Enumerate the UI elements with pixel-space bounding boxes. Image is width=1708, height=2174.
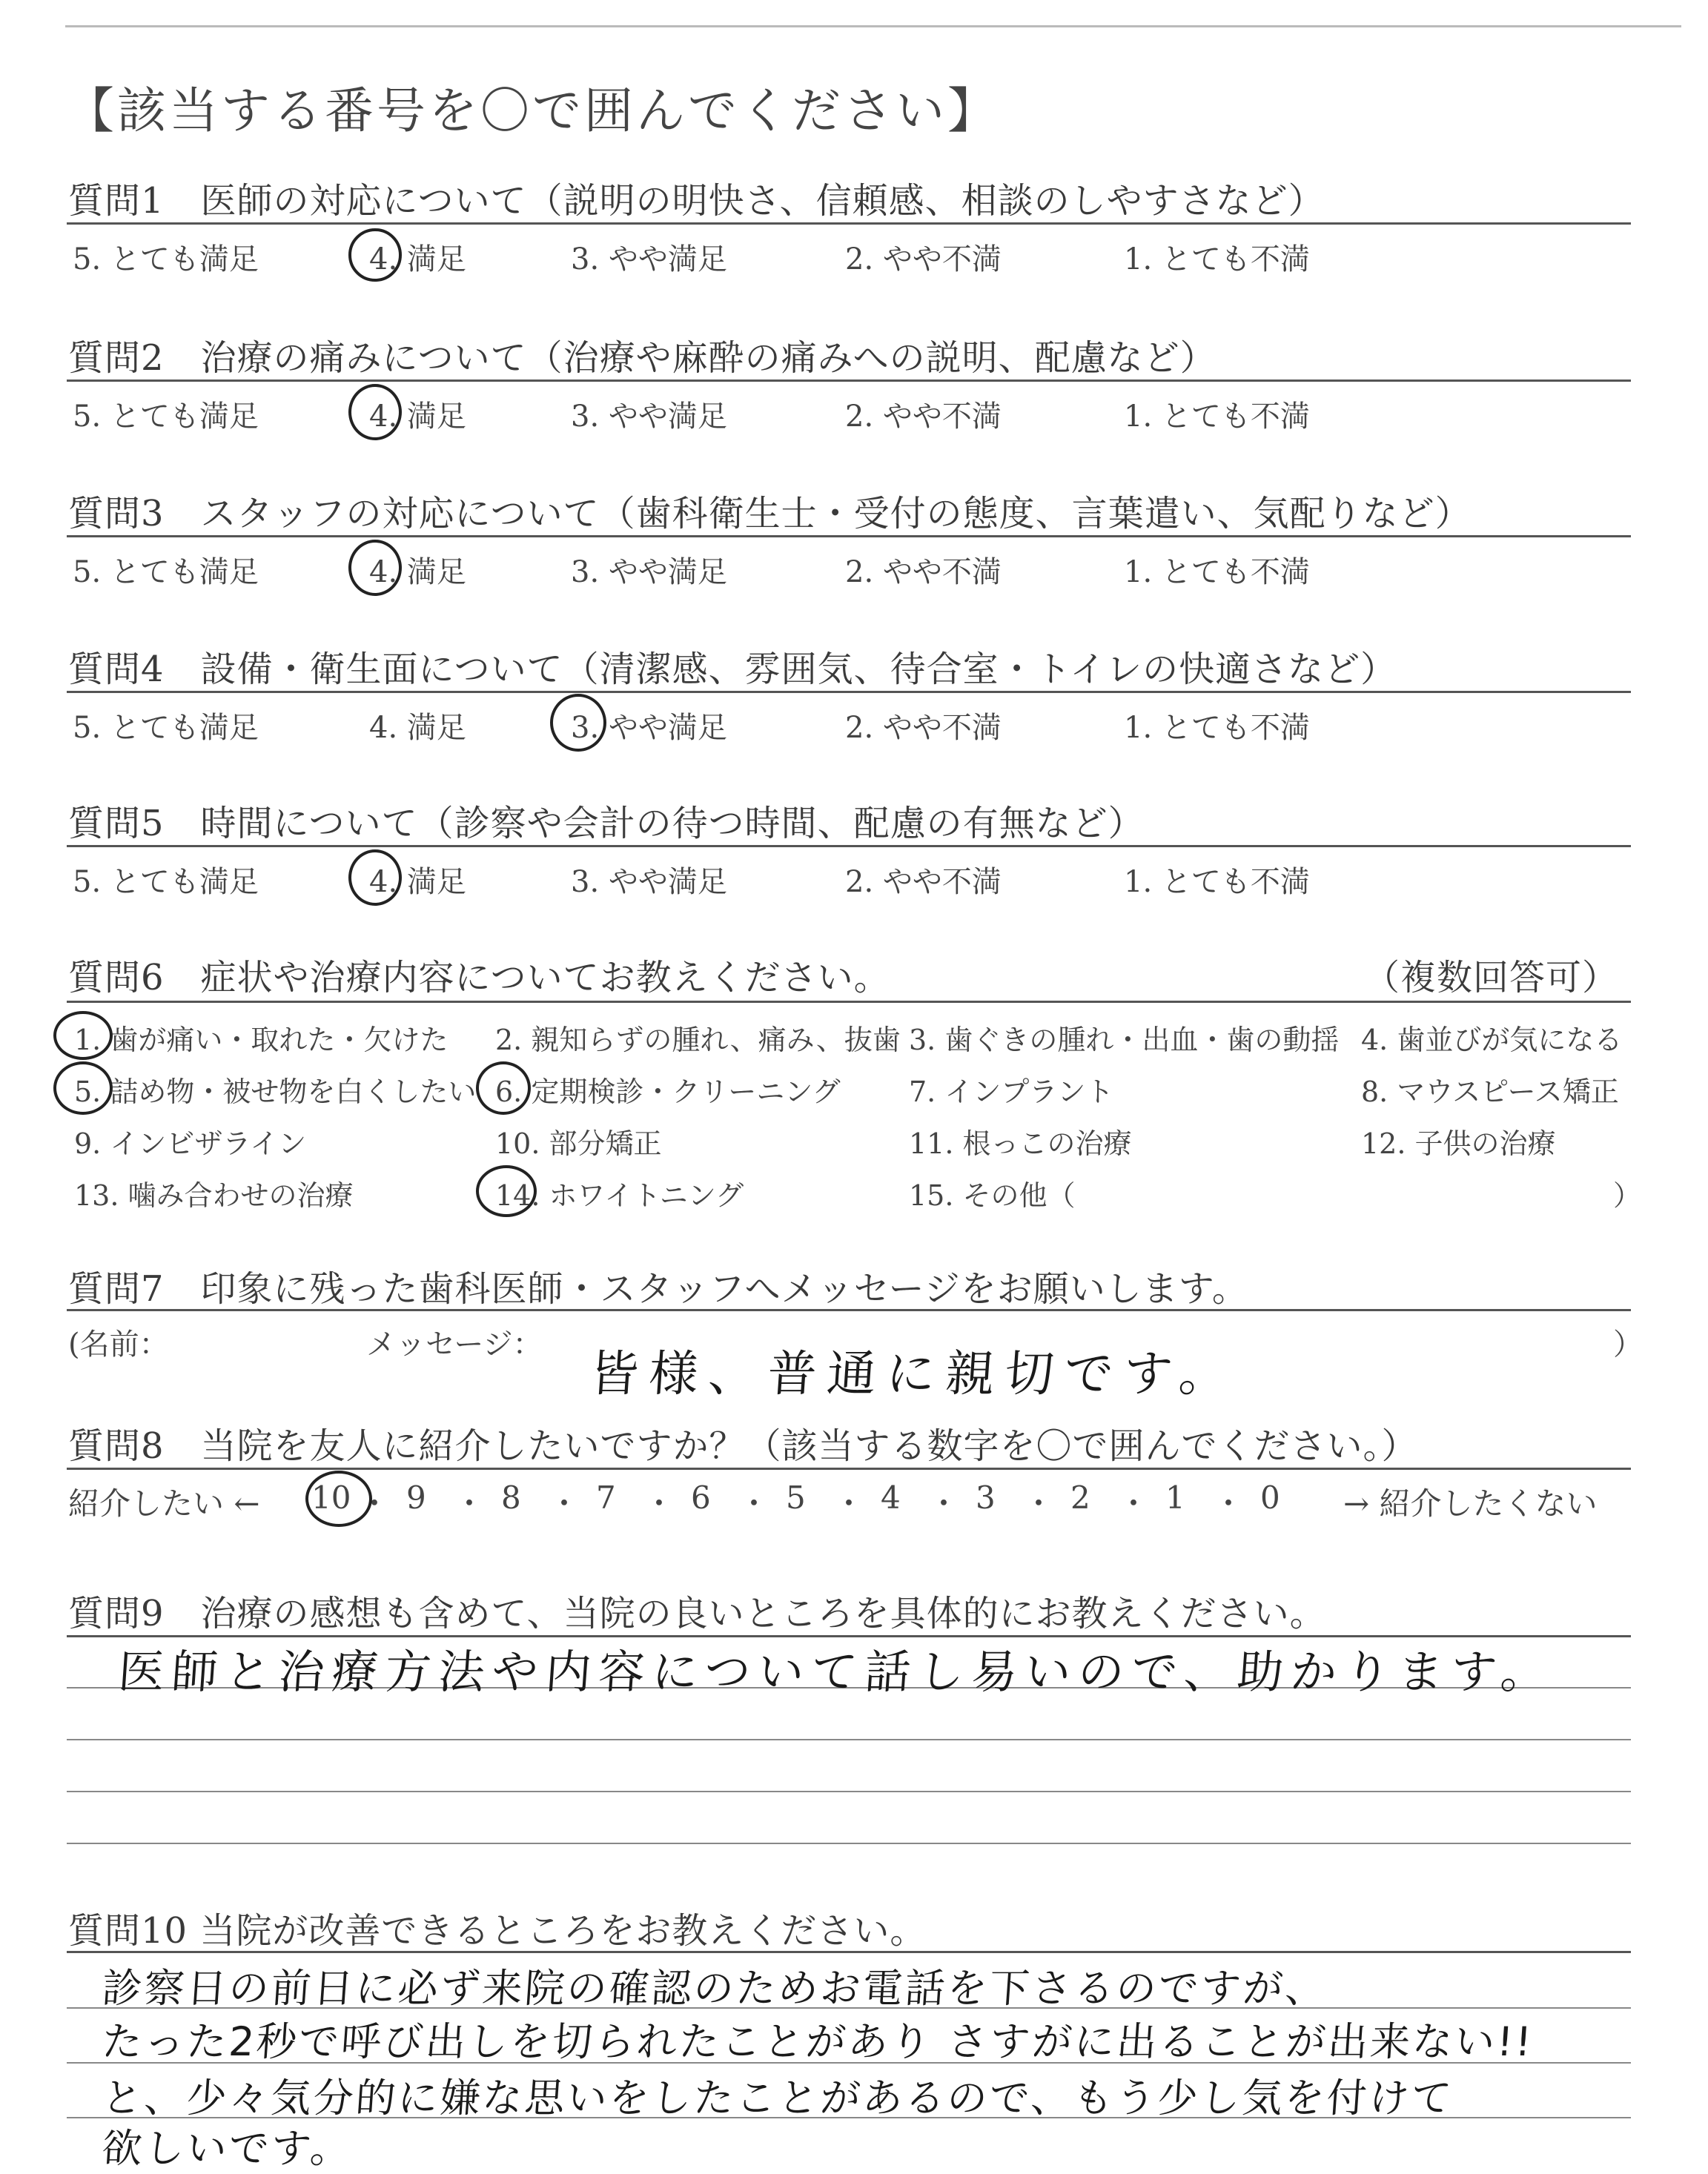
q3-option-4[interactable]: 4. 満足 (369, 555, 466, 589)
question-5-title: 質問5 時間について（診察や会計の待つ時間、配慮の有無など） (68, 803, 1145, 844)
q9-writing-line-3 (67, 1791, 1631, 1792)
q10-answer-line-4: 欲しいです。 (100, 2125, 354, 2172)
question-4-rule (67, 691, 1631, 693)
question-10-rule (67, 1951, 1631, 1953)
q1-option-5[interactable]: 5. とても満足 (73, 242, 259, 276)
q8-separator: ・ (738, 1485, 770, 1522)
q6-item-14-circle (476, 1165, 537, 1217)
q1-option-2[interactable]: 2. やや不満 (845, 242, 1002, 276)
q6-item-1[interactable]: 1. 歯が痛い・取れた・欠けた (74, 1024, 448, 1056)
question-1-title: 質問1 医師の対応について（説明の明快さ、信頼感、相談のしやすさなど） (68, 180, 1325, 222)
q2-option-2[interactable]: 2. やや不満 (845, 400, 1002, 434)
q9-writing-line-2 (67, 1739, 1631, 1740)
instruction-header: 【該当する番号を〇で囲んでください】 (65, 82, 999, 139)
q4-option-1[interactable]: 1. とても不満 (1124, 711, 1310, 745)
q5-option-4[interactable]: 4. 満足 (369, 865, 466, 899)
question-10-title: 質問10 当院が改善できるところをお教えください。 (68, 1910, 927, 1952)
q8-number-0[interactable]: 0 (1260, 1479, 1280, 1516)
question-2-rule (67, 380, 1631, 382)
question-7-rule (67, 1309, 1631, 1311)
q8-number-9[interactable]: 9 (406, 1479, 426, 1516)
q6-item-5[interactable]: 5. 詰め物・被せ物を白くしたい (74, 1076, 477, 1108)
q6-item-15-close: ） (1613, 1179, 1642, 1212)
question-4-title: 質問4 設備・衛生面について（清潔感、雰囲気、待合室・トイレの快適さなど） (68, 649, 1397, 690)
q6-item-12[interactable]: 12. 子供の治療 (1361, 1127, 1556, 1160)
q8-rating-scale (311, 1479, 1320, 1520)
question-8-title: 質問8 当院を友人に紹介したいですか？（該当する数字を〇で囲んでください。） (68, 1425, 1418, 1467)
q9-answer-handwritten: 医師と治療方法や内容について話し易いので、助かります。 (116, 1645, 1556, 1699)
q8-separator: ・ (454, 1485, 486, 1522)
q5-option-2[interactable]: 2. やや不満 (845, 865, 1002, 899)
q4-option-3[interactable]: 3. やや満足 (571, 711, 727, 745)
q5-option-5[interactable]: 5. とても満足 (73, 865, 259, 899)
q3-option-3[interactable]: 3. やや満足 (571, 555, 727, 589)
q5-selection-circle (348, 849, 402, 906)
question-1-rule (67, 222, 1631, 225)
q7-message-label: メッセージ： (366, 1328, 543, 1362)
q6-item-10[interactable]: 10. 部分矯正 (495, 1127, 662, 1160)
q1-selection-circle (348, 228, 402, 282)
q8-separator: ・ (928, 1485, 960, 1522)
question-2-title: 質問2 治療の痛みについて（治療や麻酔の痛みへの説明、配慮など） (68, 337, 1217, 379)
q3-option-5[interactable]: 5. とても満足 (73, 555, 259, 589)
q3-selection-circle (348, 540, 402, 596)
top-border (65, 25, 1681, 27)
question-6-note: （複数回答可） (1364, 957, 1619, 998)
q6-item-11[interactable]: 11. 根っこの治療 (909, 1127, 1132, 1160)
q6-item-1-circle (53, 1011, 113, 1060)
q3-option-1[interactable]: 1. とても不満 (1124, 555, 1310, 589)
q6-item-9[interactable]: 9. インビザライン (74, 1127, 307, 1160)
q8-separator: ・ (359, 1485, 391, 1522)
q6-item-3[interactable]: 3. 歯ぐきの腫れ・出血・歯の動揺 (909, 1024, 1340, 1056)
q10-answer-line-2: たった2秒で呼び出しを切られたことがあり さすがに出ることが出来ない!! (100, 2018, 1535, 2065)
q8-separator: ・ (643, 1485, 675, 1522)
q2-option-1[interactable]: 1. とても不満 (1124, 400, 1310, 434)
q6-item-5-circle (53, 1061, 113, 1115)
q4-selection-circle (550, 694, 606, 752)
q4-option-4[interactable]: 4. 満足 (369, 711, 466, 745)
q6-item-13[interactable]: 13. 噛み合わせの治療 (74, 1179, 354, 1212)
q6-item-14[interactable]: 14. ホワイトニング (495, 1179, 744, 1212)
q8-number-6[interactable]: 6 (691, 1479, 711, 1516)
q7-close-paren: ） (1613, 1328, 1643, 1362)
q8-number-8[interactable]: 8 (501, 1479, 521, 1516)
q5-option-3[interactable]: 3. やや満足 (571, 865, 727, 899)
q8-selection-circle (305, 1471, 372, 1527)
question-6-title: 質問6 症状や治療内容についてお教えください。 (68, 957, 890, 998)
q3-option-2[interactable]: 2. やや不満 (845, 555, 1002, 589)
q6-item-15[interactable]: 15. その他（ (909, 1179, 1076, 1212)
question-7-title: 質問7 印象に残った歯科医師・スタッフへメッセージをお願いします。 (68, 1268, 1248, 1310)
q6-item-6-circle (476, 1061, 531, 1115)
q8-right-label: → 紹介したくない (1343, 1485, 1598, 1522)
q10-answer-line-3: と、少々気分的に嫌な思いをしたことがあるので、もう少し気を付けて (100, 2075, 1455, 2121)
q8-number-1[interactable]: 1 (1165, 1479, 1185, 1516)
question-8-rule (67, 1468, 1631, 1470)
q10-answer-line-1: 診察日の前日に必ず来院の確認のためお電話を下さるのですが、 (100, 1965, 1329, 2012)
q8-number-4[interactable]: 4 (881, 1479, 901, 1516)
question-3-rule (67, 535, 1631, 537)
q2-option-3[interactable]: 3. やや満足 (571, 400, 727, 434)
q7-name-label: (名前： (68, 1328, 169, 1362)
q2-option-5[interactable]: 5. とても満足 (73, 400, 259, 434)
question-5-rule (67, 845, 1631, 847)
q8-left-label: 紹介したい ← (68, 1485, 260, 1522)
q8-number-7[interactable]: 7 (596, 1479, 616, 1516)
q8-number-3[interactable]: 3 (976, 1479, 996, 1516)
q1-option-1[interactable]: 1. とても不満 (1124, 242, 1310, 276)
q7-message-handwritten: 皆様、普通に親切です。 (587, 1345, 1241, 1402)
q8-number-10[interactable]: 10 (311, 1479, 351, 1516)
q8-number-2[interactable]: 2 (1070, 1479, 1090, 1516)
question-9-title: 質問9 治療の感想も含めて、当院の良いところを具体的にお教えください。 (68, 1593, 1326, 1634)
q8-number-5[interactable]: 5 (786, 1479, 806, 1516)
q8-separator: ・ (1118, 1485, 1150, 1522)
q6-item-7[interactable]: 7. インプラント (909, 1076, 1114, 1108)
q8-separator: ・ (1213, 1485, 1245, 1522)
question-6-rule (67, 1001, 1631, 1003)
q6-item-6[interactable]: 6. 定期検診・クリーニング (495, 1076, 841, 1108)
q2-selection-circle (348, 384, 402, 440)
q4-option-2[interactable]: 2. やや不満 (845, 711, 1002, 745)
q6-item-4[interactable]: 4. 歯並びが気になる (1361, 1024, 1623, 1056)
question-3-title: 質問3 スタッフの対応について（歯科衛生士・受付の態度、言葉遣い、気配りなど） (68, 493, 1472, 534)
q4-option-5[interactable]: 5. とても満足 (73, 711, 259, 745)
q6-item-8[interactable]: 8. マウスピース矯正 (1361, 1076, 1619, 1108)
q8-separator: ・ (1023, 1485, 1055, 1522)
q5-option-1[interactable]: 1. とても不満 (1124, 865, 1310, 899)
q8-separator: ・ (833, 1485, 865, 1522)
q2-option-4[interactable]: 4. 満足 (369, 400, 466, 434)
q6-item-2[interactable]: 2. 親知らずの腫れ、痛み、抜歯 (495, 1024, 901, 1056)
q8-separator: ・ (549, 1485, 580, 1522)
q1-option-4[interactable]: 4. 満足 (369, 242, 466, 276)
q1-option-3[interactable]: 3. やや満足 (571, 242, 727, 276)
q9-writing-line-4 (67, 1843, 1631, 1844)
